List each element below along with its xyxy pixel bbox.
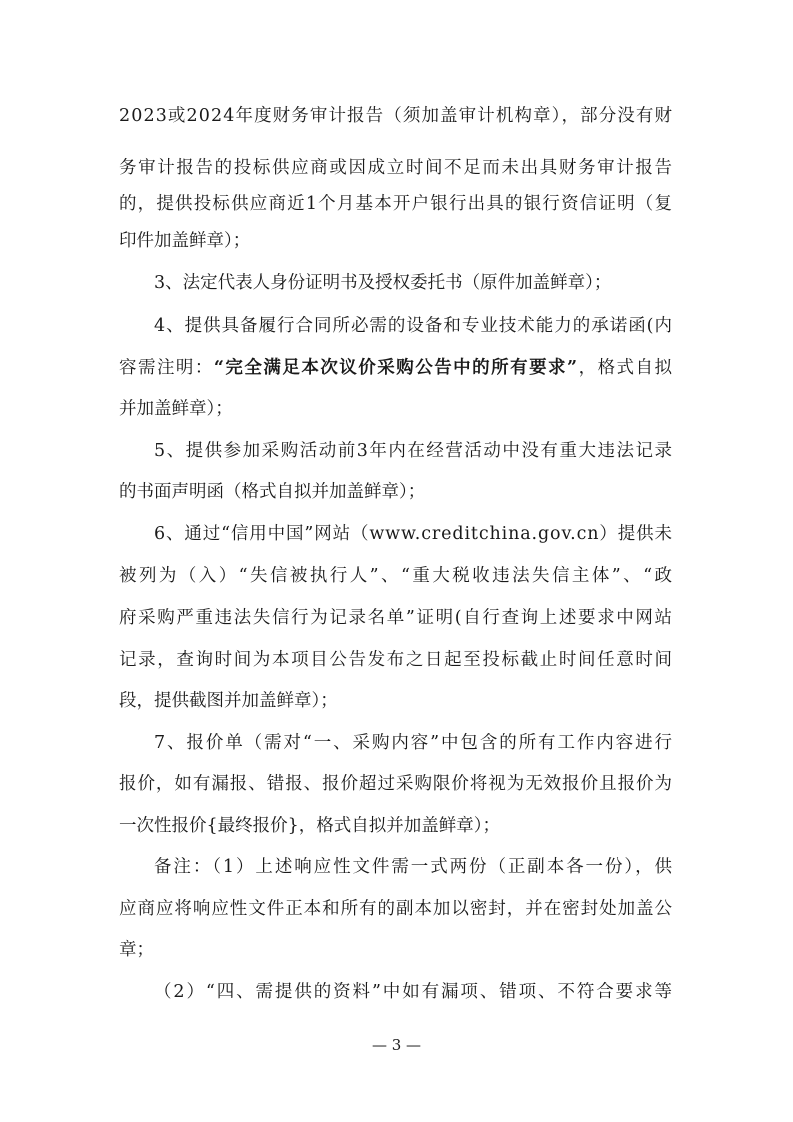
text-line <box>0 149 793 187</box>
text-line <box>0 97 793 135</box>
text-line <box>0 682 793 720</box>
text-line <box>0 390 793 428</box>
text-line <box>0 807 793 845</box>
line-text: 的书面声明函（格式自拟并加盖鲜章）； <box>119 482 426 502</box>
line-text: 应商应将响应性文件正本和所有的副本加以密封，并在密封处加盖公 <box>119 899 673 919</box>
text-line <box>0 848 793 886</box>
text-line <box>0 307 793 345</box>
line-text-post: ，格式自拟 <box>578 358 674 378</box>
line-text: 府采购严重违法失信行为记录名单”证明(自行查询上述要求中网站 <box>119 608 674 628</box>
line-text: （2）“四、需提供的资料”中如有漏项、错项、不符合要求等 <box>154 982 674 1002</box>
text-line <box>0 599 793 637</box>
text-line <box>0 432 793 470</box>
text-line <box>0 641 793 679</box>
line-text: 2023或2024年度财务审计报告（须加盖审计机构章），部分没有财 <box>119 106 674 126</box>
text-line <box>0 765 793 803</box>
line-text: 7、报价单（需对“一、采购内容”中包含的所有工作内容进行 <box>154 733 674 753</box>
text-line <box>0 931 793 969</box>
line-text: 段，提供截图并加盖鲜章）； <box>119 691 338 711</box>
text-line <box>0 349 793 387</box>
text-line <box>0 890 793 928</box>
text-line <box>0 557 793 595</box>
line-text: 5、提供参加采购活动前3年内在经营活动中没有重大违法记录 <box>154 441 674 461</box>
line-text: 章； <box>119 940 154 960</box>
text-line <box>0 185 793 223</box>
line-text: 报价，如有漏报、错报、报价超过采购限价将视为无效报价且报价为 <box>119 774 673 794</box>
line-text: 的，提供投标供应商近1个月基本开户银行出具的银行资信证明（复 <box>119 194 674 214</box>
line-text: 印件加盖鲜章）； <box>119 231 251 251</box>
emphasized-text: “完全满足本次议价采购公告中的所有要求” <box>213 358 579 378</box>
line-text: 4、提供具备履行合同所必需的设备和专业技术能力的承诺函(内 <box>154 316 673 336</box>
text-line <box>0 264 793 302</box>
line-text <box>119 349 673 387</box>
line-text: 一次性报价{最终报价}，格式自拟并加盖鲜章）； <box>119 816 501 836</box>
text-line <box>0 973 793 1011</box>
line-text: 3、法定代表人身份证明书及授权委托书（原件加盖鲜章）； <box>154 273 612 293</box>
line-text: 被列为（入）“失信被执行人”、“重大税收违法失信主体”、“政 <box>119 566 675 586</box>
page-number: — 3 — <box>371 1036 422 1054</box>
text-line <box>0 724 793 762</box>
line-text-pre: 容需注明： <box>119 358 214 378</box>
line-text: 并加盖鲜章）； <box>119 399 233 419</box>
line-text: 记录，查询时间为本项目公告发布之日起至投标截止时间任意时间 <box>119 650 674 670</box>
line-text: 6、通过“信用中国”网站（www.creditchina.gov.cn）提供未 <box>154 524 673 544</box>
line-text: 务审计报告的投标供应商或因成立时间不足而未出具财务审计报告 <box>119 158 674 178</box>
text-line <box>0 515 793 553</box>
text-line <box>0 222 793 260</box>
text-line <box>0 473 793 511</box>
line-text: 备注：（1）上述响应性文件需一式两份（正副本各一份），供 <box>154 857 674 877</box>
